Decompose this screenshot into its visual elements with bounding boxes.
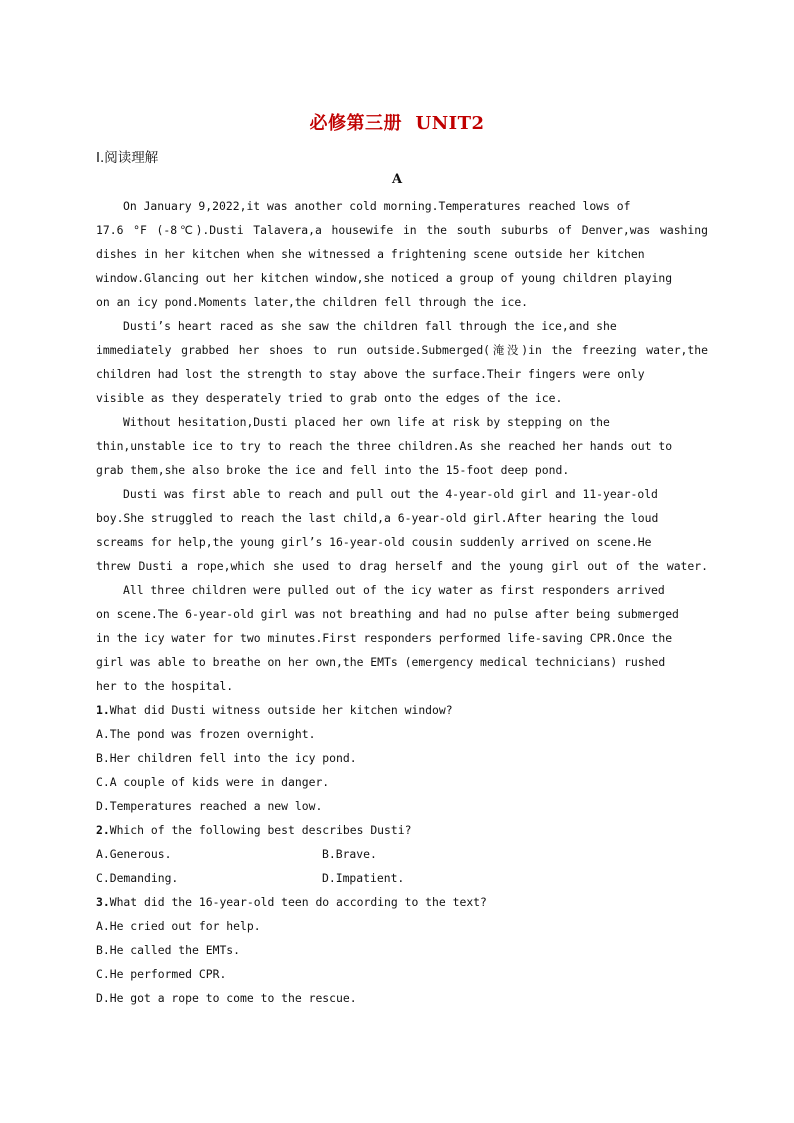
passage-line: children had lost the strength to stay above the surface.Their fingers were only: [96, 367, 645, 381]
passage-line: in the icy water for two minutes.First responders performed life-saving CPR.Once the: [96, 631, 673, 645]
question-text: What did Dusti witness outside her kitchen window?: [109, 703, 453, 717]
passage-line: All three children were pulled out of the icy water as first responders arrived: [123, 583, 665, 597]
answer-option: A.Generous.: [96, 847, 172, 861]
passage-line: thin,unstable ice to try to reach the three children.As she reached her hands out to: [96, 439, 673, 453]
answer-option: B.Brave.: [322, 847, 377, 861]
passage-line: window.Glancing out her kitchen window,she noticed a group of young children playing: [96, 271, 673, 285]
passage-line: immediately grabbed her shoes to run outside.Submerged(淹没)in the freezing water,the: [96, 343, 708, 357]
question-number: 3.: [96, 895, 110, 909]
answer-option: D.He got a rope to come to the rescue.: [96, 991, 357, 1005]
option-row: [96, 842, 708, 866]
question-stem: [96, 890, 708, 914]
answer-option: C.Demanding.: [96, 871, 179, 885]
passage-line: on scene.The 6-year-old girl was not breathing and had no pulse after being submerged: [96, 607, 679, 621]
passage-line: Without hesitation,Dusti placed her own life at risk by stepping on the: [123, 415, 610, 429]
passage-line: 17.6 °F (-8℃).Dusti Talavera,a housewife in the south suburbs of Denver,was washing: [96, 223, 708, 237]
passage-line: Dusti was first able to reach and pull out the 4-year-old girl and 11-year-old: [123, 487, 658, 501]
document-body: [96, 194, 708, 1010]
page-title: 必修第三册 UNIT2: [309, 113, 485, 134]
answer-option: C.He performed CPR.: [96, 967, 227, 981]
answer-option: A.The pond was frozen overnight.: [96, 727, 316, 741]
passage-line: On January 9,2022,it was another cold morning.Temperatures reached lows of: [123, 199, 631, 213]
question-text: What did the 16-year-old teen do according to the text?: [109, 895, 487, 909]
question-list: [96, 698, 708, 1010]
question-stem: [96, 818, 708, 842]
passage-line: visible as they desperately tried to grab onto the edges of the ice.: [96, 391, 563, 405]
question-text: Which of the following best describes Dusti?: [109, 823, 412, 837]
passage-line: grab them,she also broke the ice and fell into the 15-foot deep pond.: [96, 463, 570, 477]
passage-line: boy.She struggled to reach the last child,a 6-year-old girl.After hearing the loud: [96, 511, 659, 525]
passage-line: Dusti’s heart raced as she saw the children fall through the ice,and she: [123, 319, 617, 333]
section-heading: Ⅰ.阅读理解: [96, 150, 159, 166]
question-number: 1.: [96, 703, 110, 717]
answer-option: B.Her children fell into the icy pond.: [96, 751, 357, 765]
passage-line: on an icy pond.Moments later,the children fell through the ice.: [96, 295, 529, 309]
option-row: [96, 866, 708, 890]
passage-text: [96, 194, 708, 698]
answer-option: B.He called the EMTs.: [96, 943, 241, 957]
passage-line: threw Dusti a rope,which she used to drag herself and the young girl out of the water.: [96, 559, 708, 573]
question-number: 2.: [96, 823, 110, 837]
question-stem: [96, 698, 708, 722]
passage-label: A: [391, 172, 403, 187]
answer-option: D.Temperatures reached a new low.: [96, 799, 323, 813]
passage-line: dishes in her kitchen when she witnessed a frightening scene outside her kitchen: [96, 247, 645, 261]
passage-line: her to the hospital.: [96, 679, 234, 693]
passage-line: screams for help,the young girl’s 16-year-old cousin suddenly arrived on scene.He: [96, 535, 652, 549]
answer-option: D.Impatient.: [322, 871, 405, 885]
answer-option: C.A couple of kids were in danger.: [96, 775, 330, 789]
answer-option: A.He cried out for help.: [96, 919, 261, 933]
passage-line: girl was able to breathe on her own,the EMTs (emergency medical technicians) rushed: [96, 655, 666, 669]
